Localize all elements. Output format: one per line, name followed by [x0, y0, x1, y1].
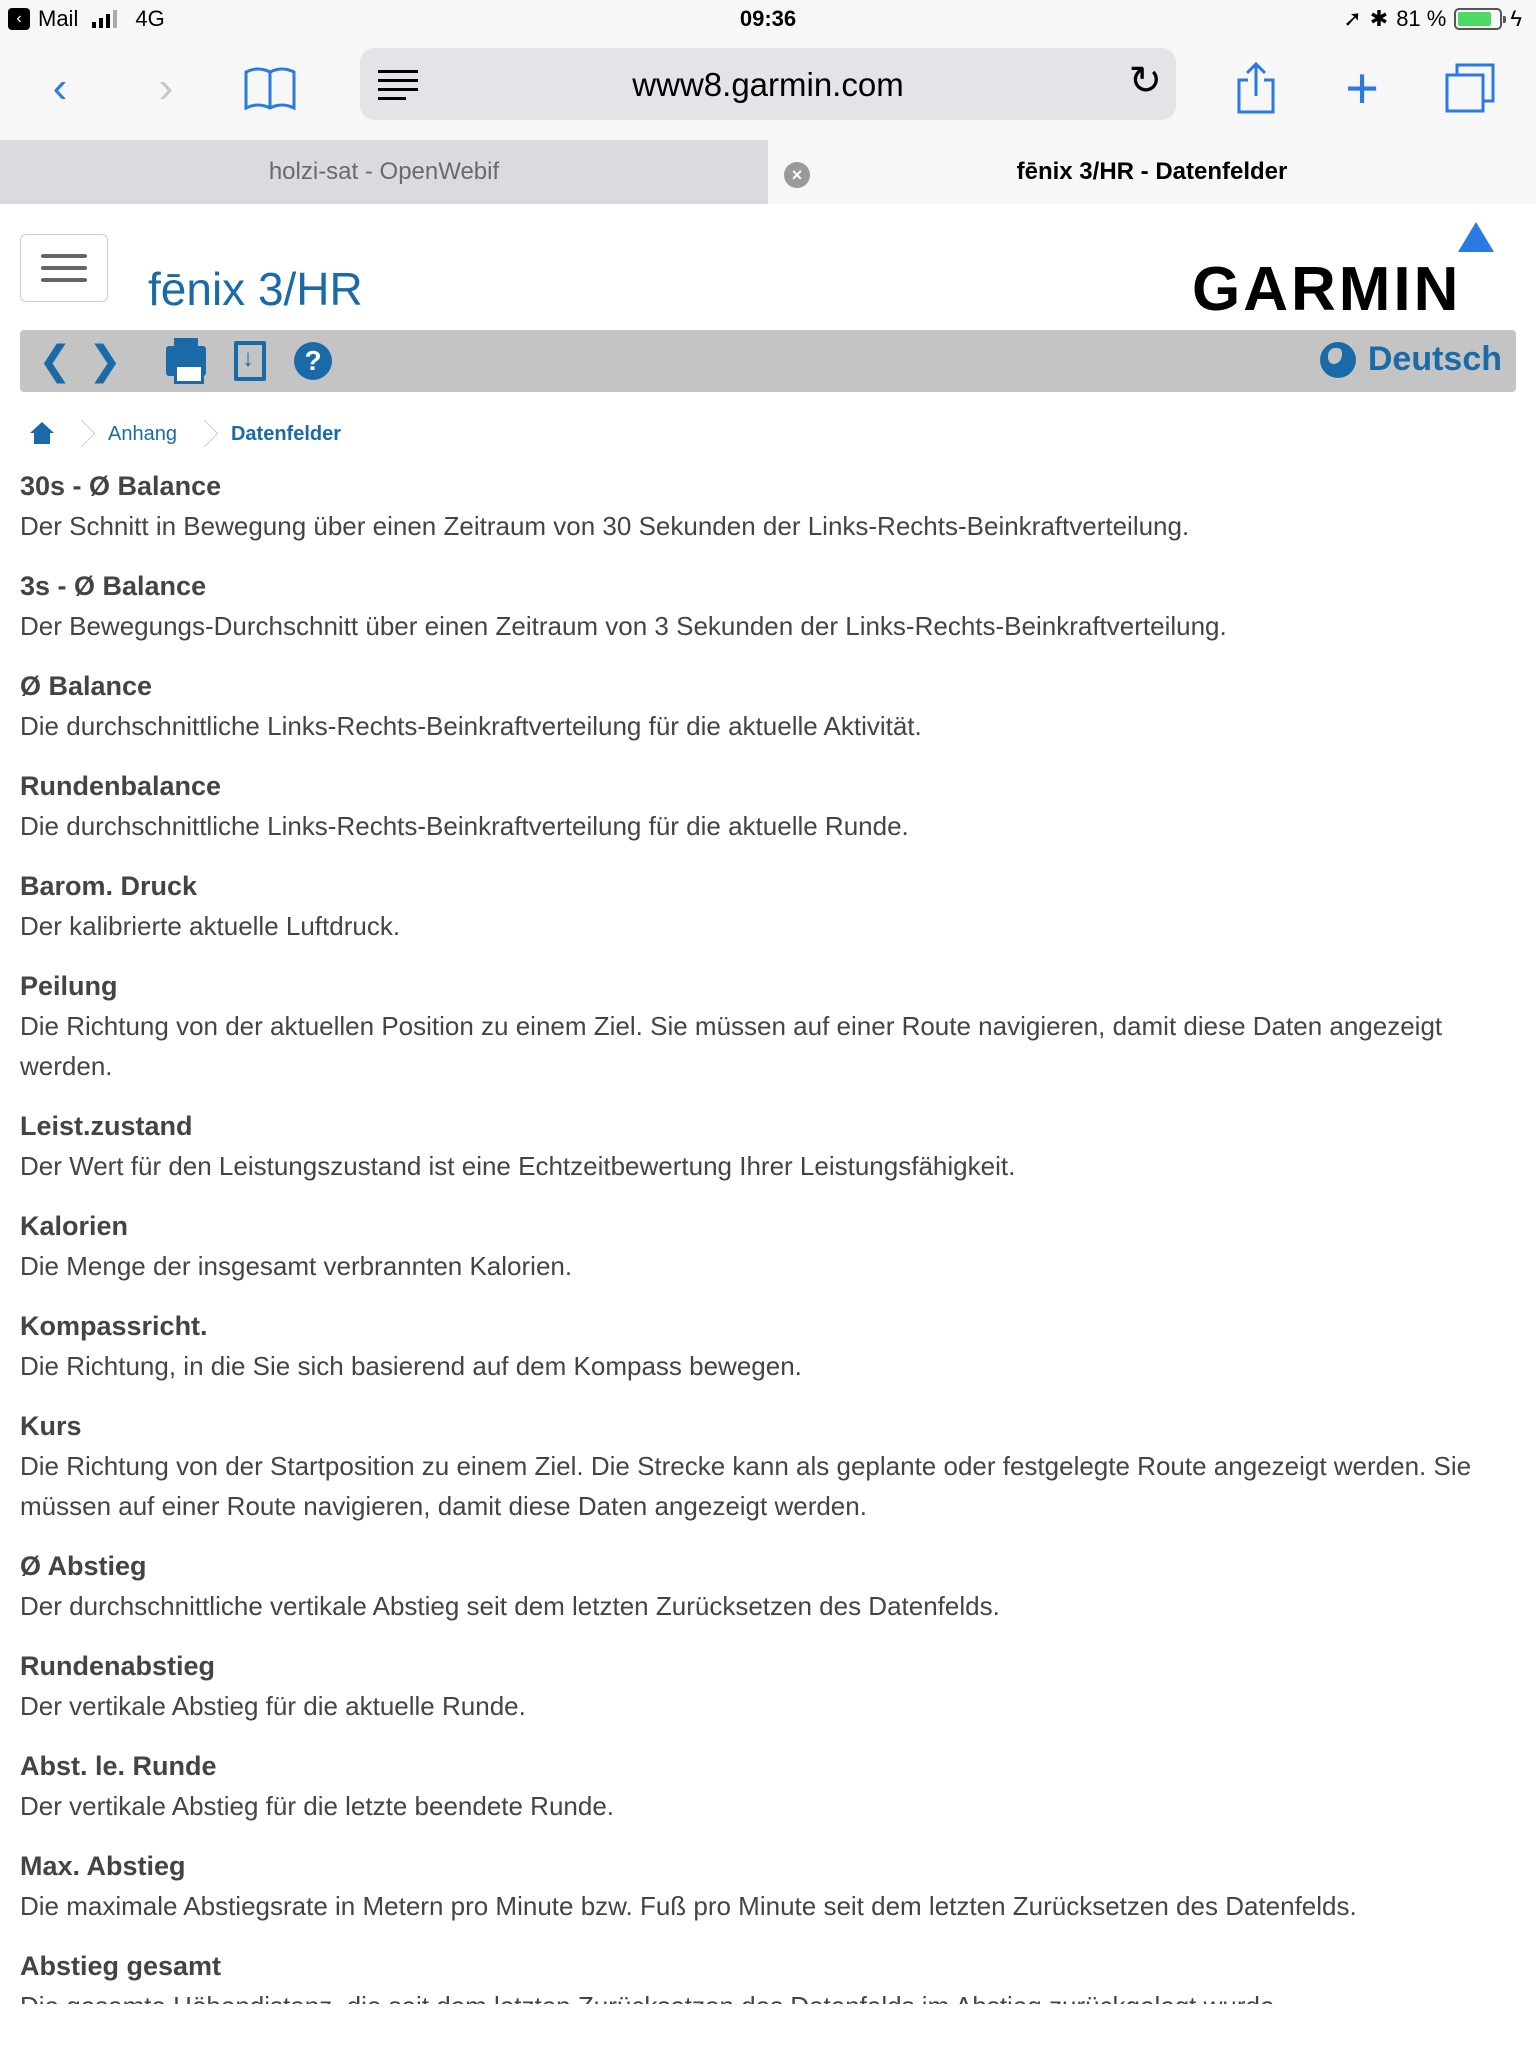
battery-icon	[1454, 8, 1502, 30]
home-icon[interactable]	[30, 422, 54, 446]
clock: 09:36	[739, 6, 797, 31]
list-item	[20, 1746, 1510, 1826]
breadcrumb-datenfelder[interactable]: Datenfelder	[230, 422, 341, 445]
language-label[interactable]: Deutsch	[1367, 340, 1502, 378]
globe-icon	[1320, 342, 1356, 378]
battery-percent: 81 %	[1396, 6, 1447, 31]
breadcrumb	[30, 412, 355, 456]
list-item	[20, 1406, 1510, 1526]
share-icon[interactable]	[1226, 58, 1286, 118]
entry-description: Der Bewegungs-Durchschnitt über einen Zeitraum von 3 Sekunden der Links-Rechts-Beinkraftverteilung.	[20, 611, 1227, 641]
hamburger-menu-icon[interactable]	[20, 234, 108, 302]
location-icon: ➚	[1343, 6, 1362, 31]
list-item	[20, 666, 1510, 746]
list-item	[20, 966, 1510, 1086]
charging-icon: ϟ	[1510, 6, 1522, 31]
garmin-triangle-icon	[1458, 222, 1494, 252]
entry-description: Die durchschnittliche Links-Rechts-Beinkraftverteilung für die aktuelle Aktivität.	[20, 711, 922, 741]
list-item	[20, 866, 1510, 946]
entry-term: 3s - Ø Balance	[20, 571, 207, 601]
next-page-icon[interactable]: ❯	[88, 339, 122, 383]
language-selector[interactable]	[1320, 340, 1502, 379]
entry-description: Die Menge der insgesamt verbrannten Kalorien.	[20, 1251, 573, 1281]
list-item	[20, 566, 1510, 646]
back-icon[interactable]: ‹	[52, 63, 68, 112]
browser-toolbar	[0, 40, 1536, 140]
entry-term: Peilung	[20, 971, 118, 1001]
bookmarks-icon[interactable]	[240, 58, 300, 118]
list-item	[20, 766, 1510, 846]
entry-description: Der vertikale Abstieg für die letzte beendete Runde.	[20, 1791, 615, 1821]
product-title: fēnix 3/HR	[148, 263, 363, 315]
entry-description: Die Richtung von der Startposition zu einem Ziel. Die Strecke kann als geplante oder festgelegte Route angezeigt werden. Sie müssen auf einer Route navigieren, damit diese Daten angezeigt werden.	[20, 1451, 1472, 1521]
entry-term: Rundenbalance	[20, 771, 222, 801]
entry-description: Die maximale Abstiegsrate in Metern pro Minute bzw. Fuß pro Minute seit dem letzten Zurücksetzen des Datenfelds.	[20, 1891, 1357, 1921]
entry-description: Der vertikale Abstieg für die aktuelle Runde.	[20, 1691, 526, 1721]
breadcrumb-separator-icon	[191, 412, 217, 456]
list-item	[20, 1646, 1510, 1726]
list-item	[20, 1846, 1510, 1926]
datafield-list	[20, 466, 1510, 2046]
list-item	[20, 1546, 1510, 1626]
page-bottom-edge	[0, 2004, 1536, 2048]
entry-description: Der durchschnittliche vertikale Abstieg seit dem letzten Zurücksetzen des Datenfelds.	[20, 1591, 1000, 1621]
reload-icon[interactable]: ↻	[1128, 59, 1162, 103]
list-item	[20, 1206, 1510, 1286]
entry-term: Barom. Druck	[20, 871, 198, 901]
status-right	[1343, 6, 1522, 32]
entry-description: Der kalibrierte aktuelle Luftdruck.	[20, 911, 401, 941]
entry-term: Ø Abstieg	[20, 1551, 147, 1581]
list-item	[20, 1106, 1510, 1186]
entry-term: Abstieg gesamt	[20, 1951, 222, 1981]
entry-description: Der Wert für den Leistungszustand ist eine Echtzeitbewertung Ihrer Leistungsfähigkeit.	[20, 1151, 1016, 1181]
garmin-logo[interactable]	[1192, 222, 1518, 324]
breadcrumb-anhang[interactable]: Anhang	[108, 422, 177, 445]
export-icon[interactable]	[234, 341, 266, 381]
entry-description: Die durchschnittliche Links-Rechts-Beinkraftverteilung für die aktuelle Runde.	[20, 811, 909, 841]
entry-term: 30s - Ø Balance	[20, 471, 222, 501]
status-bar	[0, 0, 1536, 40]
tab-strip	[0, 140, 1536, 204]
entry-term: Leist.zustand	[20, 1111, 193, 1141]
url-text[interactable]: www8.garmin.com	[632, 66, 904, 103]
entry-term: Rundenabstieg	[20, 1651, 216, 1681]
list-item	[20, 466, 1510, 546]
battery-fill	[1458, 12, 1490, 26]
list-item	[20, 1306, 1510, 1386]
entry-description: Die Richtung von der aktuellen Position zu einem Ziel. Sie müssen auf einer Route navigieren, damit diese Daten angezeigt werden.	[20, 1011, 1443, 1081]
entry-term: Max. Abstieg	[20, 1851, 186, 1881]
entry-term: Kompassricht.	[20, 1311, 208, 1341]
close-tab-icon[interactable]: ×	[784, 162, 810, 188]
forward-icon[interactable]: ›	[158, 63, 174, 112]
new-tab-icon[interactable]: +	[1345, 55, 1379, 121]
bluetooth-icon: ✱	[1369, 6, 1389, 31]
network-label: 4G	[135, 6, 165, 31]
tabs-icon[interactable]	[1440, 58, 1500, 118]
breadcrumb-separator-icon	[68, 412, 94, 456]
entry-description: Der Schnitt in Bewegung über einen Zeitraum von 30 Sekunden der Links-Rechts-Beinkraftverteilung.	[20, 511, 1190, 541]
back-app-label[interactable]: Mail	[38, 6, 79, 31]
garmin-logo-text: GARMIN	[1192, 255, 1462, 324]
manual-navbar	[20, 330, 1516, 392]
entry-term: Abst. le. Runde	[20, 1751, 217, 1781]
entry-term: Kurs	[20, 1411, 82, 1441]
back-to-app-icon[interactable]: ‹	[8, 8, 30, 30]
address-bar[interactable]	[360, 48, 1176, 120]
entry-term: Kalorien	[20, 1211, 129, 1241]
help-icon[interactable]: ?	[294, 342, 332, 380]
entry-term: Ø Balance	[20, 671, 153, 701]
entry-description: Die Richtung, in die Sie sich basierend auf dem Kompass bewegen.	[20, 1351, 802, 1381]
tab-fenix-datenfelder[interactable]: fēnix 3/HR - Datenfelder	[768, 140, 1536, 204]
prev-page-icon[interactable]: ❮	[38, 339, 72, 383]
print-icon[interactable]	[166, 346, 206, 376]
tab-openwebif[interactable]: holzi-sat - OpenWebif	[0, 140, 768, 204]
